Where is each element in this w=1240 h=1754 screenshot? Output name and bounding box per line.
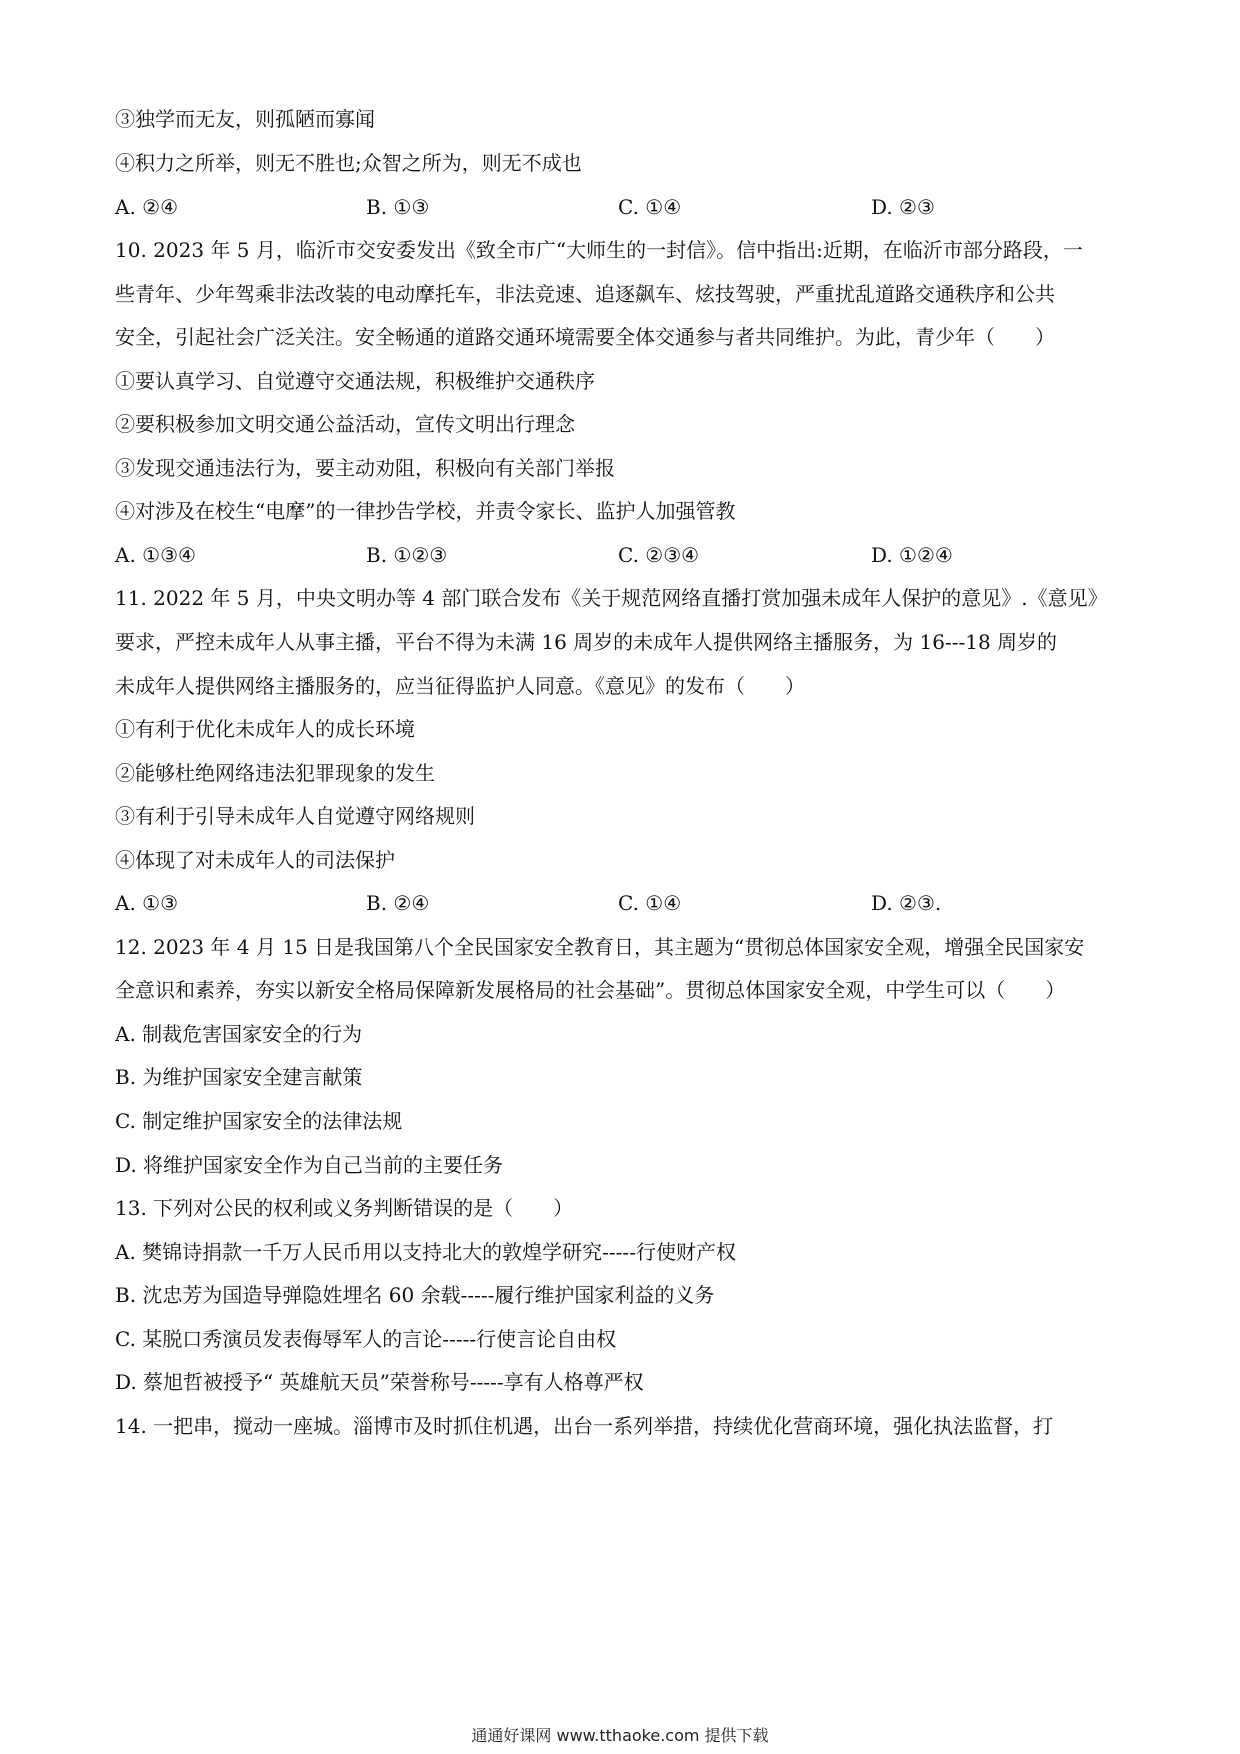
- q12-option-c: C. 制定维护国家安全的法律法规: [115, 1109, 403, 1133]
- q11-option-b: B. ②④: [366, 891, 430, 915]
- q10-stem-line-1: 10. 2023 年 5 月，临沂市交安委发出《致全市广“大师生的一封信》。信中指出:近期，在临沂市部分路段，一: [115, 238, 1083, 262]
- q10-option-a: A. ①③④: [115, 543, 196, 567]
- q12-stem-line-1: 12. 2023 年 4 月 15 日是我国第八个全民国家安全教育日，其主题为“贯彻总体国家安全观，增强全民国家安: [115, 935, 1085, 959]
- q11-option-d: D. ②③.: [871, 891, 942, 915]
- q13-option-d: D. 蔡旭哲被授予“ 英雄航天员”荣誉称号-----享有人格尊严权: [115, 1370, 644, 1394]
- q10-item-4: ④对涉及在校生“电摩”的一律抄告学校，并责令家长、监护人加强管教: [115, 499, 736, 523]
- q9-option-a: A. ②④: [115, 195, 179, 219]
- q11-item-3: ③有利于引导未成年人自觉遵守网络规则: [115, 804, 475, 828]
- q12-stem-line-2: 全意识和素养，夯实以新安全格局保障新发展格局的社会基础”。贯彻总体国家安全观，中学生可以（ ）: [115, 978, 1066, 1002]
- q10-stem-line-2: 些青年、少年驾乘非法改装的电动摩托车，非法竞速、追逐飙车、炫技驾驶，严重扰乱道路交通秩序和公共: [115, 282, 1055, 306]
- q11-stem-line-1: 11. 2022 年 5 月，中央文明办等 4 部门联合发布《关于规范网络直播打赏加强未成年人保护的意见》.《意见》: [115, 586, 1108, 610]
- q14-stem-line-1: 14. 一把串，搅动一座城。淄博市及时抓住机遇，出台一系列举措，持续优化营商环境，强化执法监督，打: [115, 1414, 1054, 1438]
- q9-item-4: ④积力之所举，则无不胜也;众智之所为，则无不成也: [115, 151, 582, 175]
- q10-item-2: ②要积极参加文明交通公益活动，宣传文明出行理念: [115, 412, 575, 436]
- q10-option-d: D. ①②④: [871, 543, 953, 567]
- q11-item-4: ④体现了对未成年人的司法保护: [115, 848, 395, 872]
- q9-option-c: C. ①④: [618, 195, 682, 219]
- q11-option-a: A. ①③: [115, 891, 179, 915]
- q11-stem-line-2: 要求，严控未成年人从事主播，平台不得为未满 16 周岁的未成年人提供网络主播服务，为 16---18 周岁的: [115, 630, 1058, 654]
- q11-item-2: ②能够杜绝网络违法犯罪现象的发生: [115, 761, 435, 785]
- q13-option-c: C. 某脱口秀演员发表侮辱军人的言论-----行使言论自由权: [115, 1327, 617, 1351]
- q10-option-c: C. ②③④: [618, 543, 700, 567]
- q10-option-b: B. ①②③: [366, 543, 448, 567]
- q11-stem-line-3: 未成年人提供网络主播服务的，应当征得监护人同意。《意见》的发布（ ）: [115, 674, 805, 698]
- q12-option-a: A. 制裁危害国家安全的行为: [115, 1022, 363, 1046]
- q9-item-3: ③独学而无友，则孤陋而寡闻: [115, 107, 375, 131]
- q11-item-1: ①有利于优化未成年人的成长环境: [115, 717, 415, 741]
- q12-option-d: D. 将维护国家安全作为自己当前的主要任务: [115, 1153, 504, 1177]
- q10-item-1: ①要认真学习、自觉遵守交通法规，积极维护交通秩序: [115, 369, 595, 393]
- q11-option-c: C. ①④: [618, 891, 682, 915]
- q10-stem-line-3: 安全，引起社会广泛关注。安全畅通的道路交通环境需要全体交通参与者共同维护。为此，青少年（ ）: [115, 325, 1055, 349]
- q13-stem: 13. 下列对公民的权利或义务判断错误的是（ ）: [115, 1196, 574, 1220]
- q11-options: [115, 890, 1135, 916]
- q9-option-b: B. ①③: [366, 195, 430, 219]
- q9-options: [115, 194, 1135, 220]
- q12-option-b: B. 为维护国家安全建言献策: [115, 1065, 363, 1089]
- q13-option-a: A. 樊锦诗捐款一千万人民币用以支持北大的敦煌学研究-----行使财产权: [115, 1240, 736, 1264]
- page-footer: 通通好课网 www.tthaoke.com 提供下载: [471, 1726, 769, 1745]
- q10-options: [115, 542, 1135, 568]
- q9-option-d: D. ②③: [871, 195, 935, 219]
- q13-option-b: B. 沈忠芳为国造导弹隐姓埋名 60 余载-----履行维护国家利益的义务: [115, 1283, 715, 1307]
- q10-item-3: ③发现交通违法行为，要主动劝阻，积极向有关部门举报: [115, 456, 615, 480]
